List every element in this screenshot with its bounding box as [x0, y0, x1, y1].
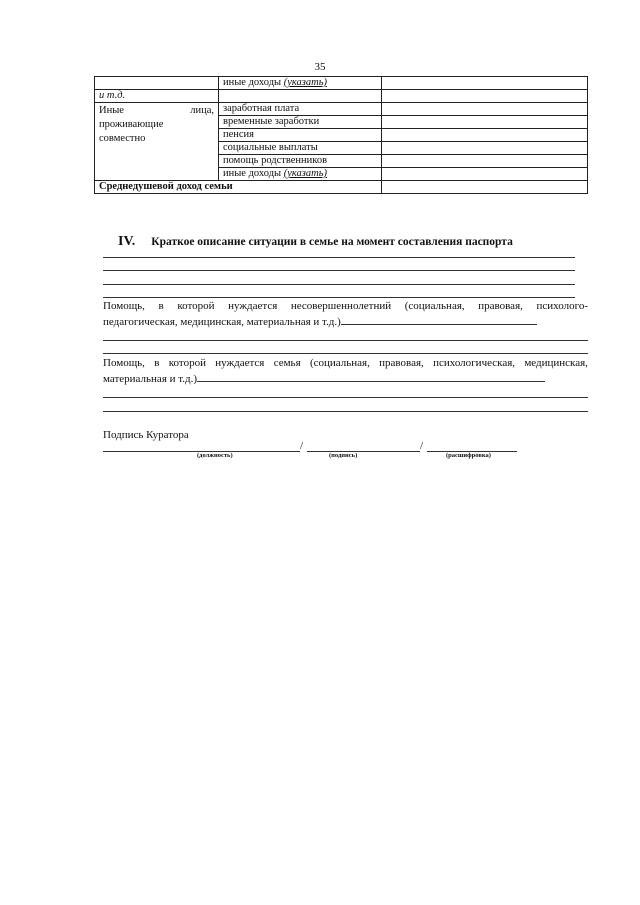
etc-label: и т.д.	[95, 90, 219, 103]
write-in-line[interactable]	[103, 297, 575, 298]
family-help-line1: Помощь, в которой нуждается семья (социальная, правовая, психологическая, медицинская,	[103, 357, 588, 369]
signature-field[interactable]	[307, 451, 420, 452]
write-in-line[interactable]	[103, 353, 588, 354]
write-in-line[interactable]	[103, 397, 588, 398]
family-help-line2: материальная и т.д.)	[103, 371, 588, 387]
income-item: иные доходы (указать)	[219, 77, 382, 90]
write-in-line[interactable]	[103, 284, 575, 285]
signature-separator: /	[420, 440, 424, 452]
write-in-line[interactable]	[103, 411, 588, 412]
section-number: IV.	[118, 234, 136, 249]
table-row	[95, 103, 588, 116]
minor-help-line1: Помощь, в которой нуждается несовершеннолетний (социальная, правовая, психолого-	[103, 300, 588, 312]
income-item: иные доходы (указать)	[219, 168, 382, 181]
income-item: пенсия	[219, 129, 382, 142]
table-row	[95, 90, 588, 103]
income-item: социальные выплаты	[219, 142, 382, 155]
income-item: заработная плата	[219, 103, 382, 116]
table-row	[95, 77, 588, 90]
total-label: Среднедушевой доход семьи	[95, 181, 382, 194]
group-label: Иные лица, проживающие совместно	[95, 103, 219, 181]
caption-signature: (подпись)	[329, 452, 358, 459]
minor-help-paragraph	[103, 299, 588, 330]
family-help-paragraph	[103, 356, 588, 387]
table-row	[95, 181, 588, 194]
signature-separator: /	[300, 440, 304, 452]
income-table	[94, 76, 588, 194]
curator-signature-label: Подпись Куратора	[103, 429, 189, 441]
write-in-line[interactable]	[341, 314, 537, 325]
section-iv-heading	[118, 234, 513, 250]
minor-help-line2: педагогическая, медицинская, материальная и т.д.)	[103, 314, 588, 330]
write-in-line[interactable]	[197, 371, 545, 382]
income-item: помощь родственников	[219, 155, 382, 168]
write-in-line[interactable]	[103, 340, 588, 341]
caption-position: (должность)	[197, 452, 233, 459]
write-in-line[interactable]	[103, 257, 575, 258]
caption-decoding: (расшифровка)	[446, 452, 491, 459]
page-number: 35	[314, 61, 326, 73]
section-title: Краткое описание ситуации в семье на момент составления паспорта	[151, 236, 513, 248]
write-in-line[interactable]	[103, 270, 575, 271]
income-item: временные заработки	[219, 116, 382, 129]
